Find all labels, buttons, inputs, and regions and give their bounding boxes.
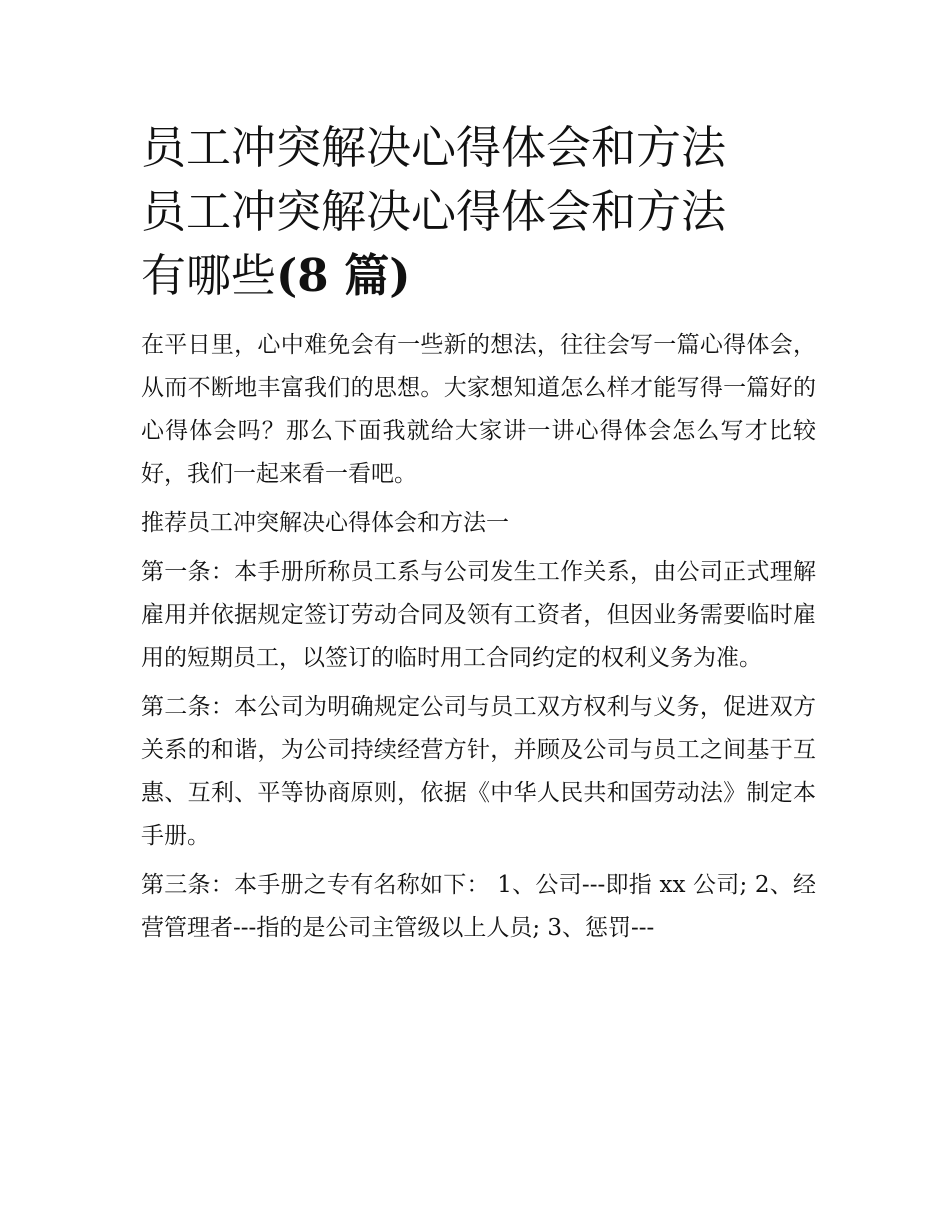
title-line-2: 员工冲突解决心得体会和方法 (141, 185, 727, 238)
section-heading: 推荐员工冲突解决心得体会和方法一 (141, 510, 509, 536)
article-2-paragraph: 第二条：本公司为明确规定公司与员工双方权利与义务，促进双方关系的和谐，为公司持续经营方针，并顾及公司与员工之间基于互惠、互利、平等协商原则，依据《中华人民共和国劳动法》制定本手册。 (141, 694, 816, 849)
document-content (141, 116, 816, 956)
document-title (141, 116, 816, 308)
title-article-count: (8 篇) (276, 249, 411, 302)
article-1-paragraph: 第一条：本手册所称员工系与公司发生工作关系，由公司正式理解雇用并依据规定签订劳动合同及领有工资者，但因业务需要临时雇用的短期员工，以签订的临时用工合同约定的权利义务为准。 (141, 559, 816, 671)
article-3-paragraph: 第三条：本手册之专有名称如下： 1、公司---即指 xx 公司; 2、经营管理者---指的是公司主管级以上人员; 3、惩罚--- (141, 872, 816, 941)
title-line-3 (141, 244, 816, 308)
intro-paragraph: 在平日里，心中难免会有一些新的想法，往往会写一篇心得体会，从而不断地丰富我们的思想。大家想知道怎么样才能写得一篇好的心得体会吗？那么下面我就给大家讲一讲心得体会怎么写才比较好，我们一起来看一看吧。 (141, 332, 816, 487)
title-line-1: 员工冲突解决心得体会和方法 (141, 121, 727, 174)
title-line-3-text: 有哪些 (141, 249, 277, 302)
